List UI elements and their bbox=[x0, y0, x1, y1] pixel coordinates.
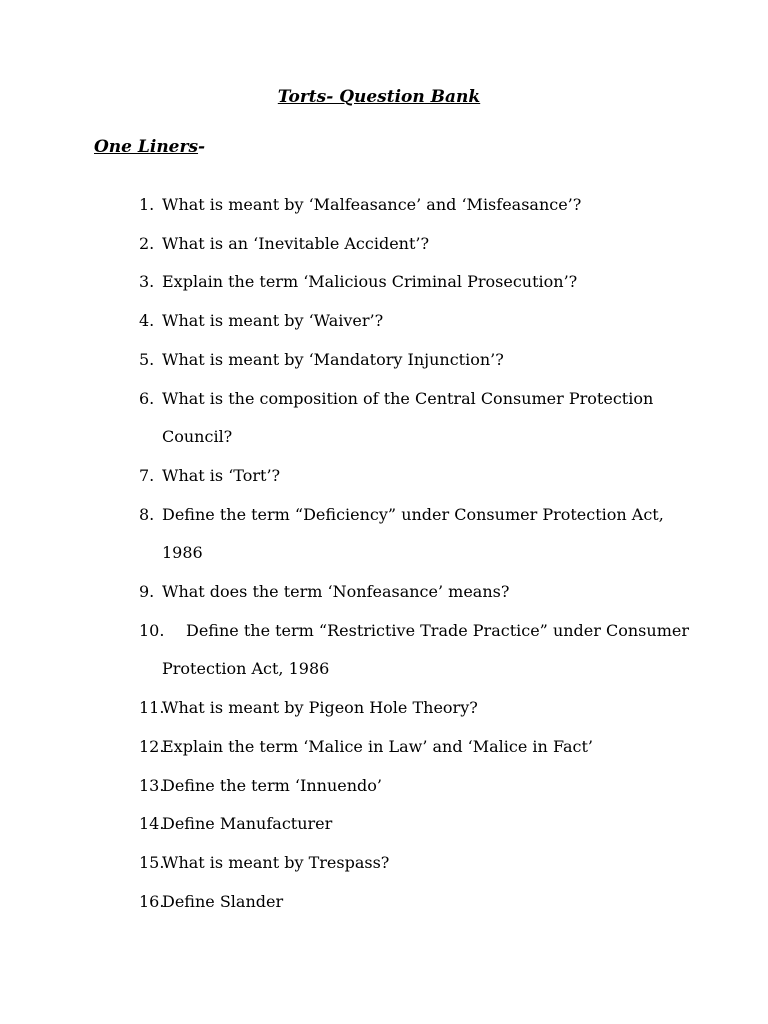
section-heading-suffix: - bbox=[198, 137, 206, 157]
question-number: 6. bbox=[139, 388, 155, 408]
question-number: 4. bbox=[139, 311, 155, 331]
question-item-7 bbox=[0, 457, 700, 496]
question-text: What is meant by ‘Waiver’? bbox=[162, 311, 384, 331]
document-title: Torts- Question Bank bbox=[277, 87, 481, 107]
question-text-line2: 1986 bbox=[162, 543, 203, 563]
question-text: Explain the term ‘Malice in Law’ and ‘Malice in Fact’ bbox=[162, 736, 593, 756]
question-number: 14. bbox=[139, 814, 165, 834]
question-number: 11. bbox=[139, 698, 165, 718]
question-text: What is an ‘Inevitable Accident’? bbox=[162, 233, 430, 253]
question-text: What is meant by ‘Mandatory Injunction’? bbox=[162, 349, 504, 369]
question-list bbox=[0, 186, 700, 921]
question-item-5 bbox=[0, 341, 700, 380]
question-item-8 bbox=[0, 496, 700, 573]
question-item-16 bbox=[0, 883, 700, 922]
question-text: What is meant by Trespass? bbox=[162, 852, 390, 872]
question-number: 5. bbox=[139, 349, 155, 369]
question-text-line1: What is the composition of the Central Consumer Protection bbox=[162, 388, 654, 408]
question-item-11 bbox=[0, 689, 700, 728]
question-text: Explain the term ‘Malicious Criminal Prosecution’? bbox=[162, 272, 578, 292]
question-item-13 bbox=[0, 767, 700, 806]
question-text: What does the term ‘Nonfeasance’ means? bbox=[162, 582, 510, 602]
question-number: 13. bbox=[139, 775, 165, 795]
question-text-line2: Protection Act, 1986 bbox=[162, 659, 330, 679]
question-text-line2: Council? bbox=[162, 427, 233, 447]
question-text: What is meant by Pigeon Hole Theory? bbox=[162, 698, 478, 718]
question-item-1 bbox=[0, 186, 700, 225]
section-heading bbox=[94, 135, 205, 159]
question-text: Define the term ‘Innuendo’ bbox=[162, 775, 382, 795]
question-number: 10. bbox=[139, 620, 165, 640]
question-item-15 bbox=[0, 844, 700, 883]
question-text: What is meant by ‘Malfeasance’ and ‘Misfeasance’? bbox=[162, 195, 582, 214]
question-item-3 bbox=[0, 263, 700, 302]
question-number: 7. bbox=[139, 465, 155, 485]
question-number: 12. bbox=[139, 736, 165, 756]
question-item-12 bbox=[0, 728, 700, 767]
question-text-line1: Define the term “Deficiency” under Consumer Protection Act, bbox=[162, 504, 664, 524]
question-item-2 bbox=[0, 225, 700, 264]
question-item-14 bbox=[0, 805, 700, 844]
question-number: 16. bbox=[139, 891, 165, 911]
question-text: Define Manufacturer bbox=[162, 814, 333, 834]
question-number: 9. bbox=[139, 582, 155, 602]
question-number: 2. bbox=[139, 233, 155, 253]
question-number: 15. bbox=[139, 852, 165, 872]
question-item-9 bbox=[0, 573, 700, 612]
question-item-10 bbox=[0, 612, 700, 689]
question-number: 8. bbox=[139, 504, 155, 524]
question-item-6 bbox=[0, 380, 700, 457]
section-heading-text: One Liners bbox=[94, 137, 199, 157]
question-number: 3. bbox=[139, 272, 155, 292]
question-text: What is ‘Tort’? bbox=[162, 465, 281, 485]
question-number: 1. bbox=[139, 195, 155, 214]
question-text: Define Slander bbox=[162, 891, 284, 911]
question-item-4 bbox=[0, 302, 700, 341]
question-text-line1: Define the term “Restrictive Trade Practice” under Consumer bbox=[186, 620, 689, 640]
